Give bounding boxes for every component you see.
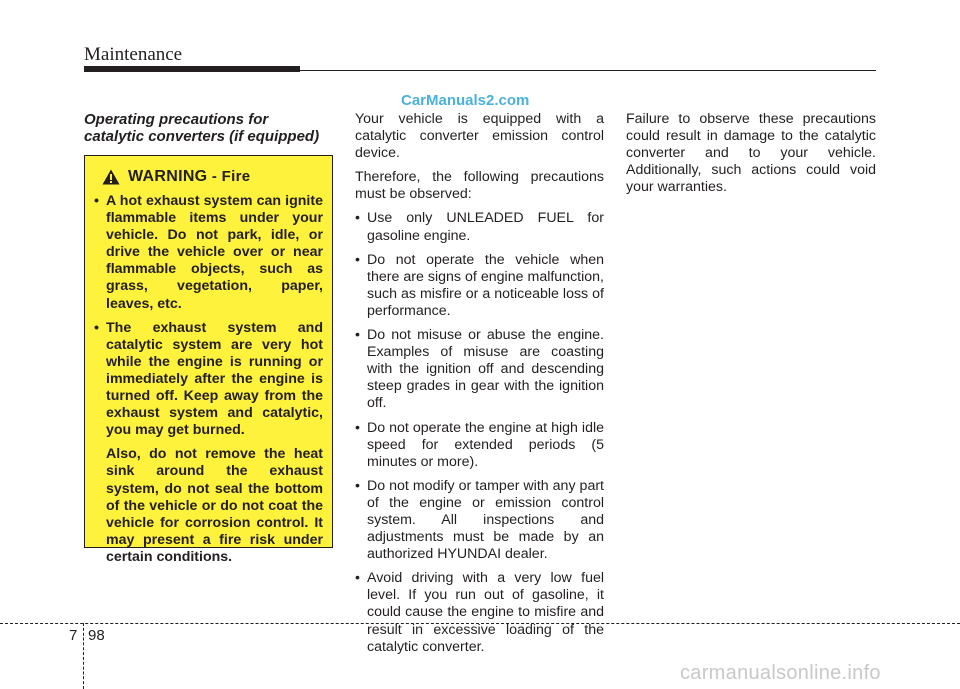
bullet: •: [94, 319, 99, 336]
warning-continuation: Also, do not remove the heat sink around the exhaust system, do not seal the bottom of the vehicle or do not coat the vehicle for corrosion control. It may present a fire risk under certain conditions.: [106, 446, 323, 565]
list-item-text: Avoid driving with a very low fuel level. If you run out of gasoline, it could cause the engine to misfire and result in excessive loading of the catalytic converter.: [367, 570, 604, 655]
list-item: [355, 570, 604, 655]
list-item: [355, 210, 604, 244]
warning-item-text: The exhaust system and catalytic system are very hot while the engine is running or immediately after the engine is turned off. Keep away from the exhaust system and catalytic, you may get burned.: [106, 319, 323, 439]
warning-box: [84, 155, 333, 565]
list-item-text: Use only UNLEADED FUEL for gasoline engine.: [367, 210, 604, 244]
warning-item-text: A hot exhaust system can ignite flammable items under your vehicle. Do not park, idle, or drive the vehicle over or near flammable objects, such as grass, vegetation, paper, leaves, etc.: [106, 193, 323, 312]
section-title-line2: catalytic converters (if equipped): [84, 128, 320, 145]
chapter-number: 7: [69, 627, 78, 644]
header-rule: [300, 70, 876, 71]
footer-divider: [83, 623, 84, 689]
failure-paragraph: Failure to observe these precautions could result in damage to the catalytic converter and to your vehicle. Additionally, such actions could void your warranties.: [626, 111, 876, 196]
footer-rule: [0, 623, 960, 624]
watermark-top: CarManuals2.com: [401, 92, 530, 109]
column-3: [626, 111, 876, 203]
bullet: •: [355, 327, 360, 344]
bullet: •: [355, 251, 360, 268]
warning-triangle-icon: [102, 169, 120, 185]
list-item: [355, 478, 604, 563]
list-item-text: Do not operate the engine at high idle speed for extended periods (5 minutes or more).: [367, 419, 604, 470]
bullet: •: [355, 477, 360, 494]
warning-header: [94, 168, 323, 186]
bullet: •: [355, 419, 360, 436]
bullet: •: [355, 210, 360, 227]
list-item-text: Do not operate the vehicle when there are signs of engine malfunction, such as misfire or a noticeable loss of performance.: [367, 251, 604, 319]
list-item-text: Do not misuse or abuse the engine. Examples of misuse are coasting with the ignition off and descending steep grades in gear with the ignition off.: [367, 327, 604, 412]
section-title-line1: Operating precautions for: [84, 111, 269, 128]
watermark-bottom: carmanualsonline.info: [680, 662, 881, 684]
warning-title: WARNING - Fire: [128, 168, 251, 185]
warning-item: [94, 193, 323, 313]
page-number: 98: [88, 627, 105, 644]
column-2: [355, 111, 604, 663]
list-item: [355, 420, 604, 471]
intro-paragraph: Your vehicle is equipped with a catalytic converter emission control device.: [355, 111, 604, 162]
list-item: [355, 327, 604, 412]
bullet: •: [355, 570, 360, 587]
bullet: •: [94, 193, 99, 209]
header-title: Maintenance: [84, 44, 183, 65]
warning-item: [94, 320, 323, 440]
list-item-text: Do not modify or tamper with any part of the engine or emission control system. All inspections and adjustments must be made by an authorized HYUNDAI dealer.: [367, 477, 604, 563]
list-item: [355, 252, 604, 320]
warning-title-suffix: - Fire: [207, 168, 251, 185]
lead-paragraph: Therefore, the following precautions must be observed:: [355, 169, 604, 203]
header-bar: [84, 66, 300, 72]
section-title: [84, 111, 344, 145]
